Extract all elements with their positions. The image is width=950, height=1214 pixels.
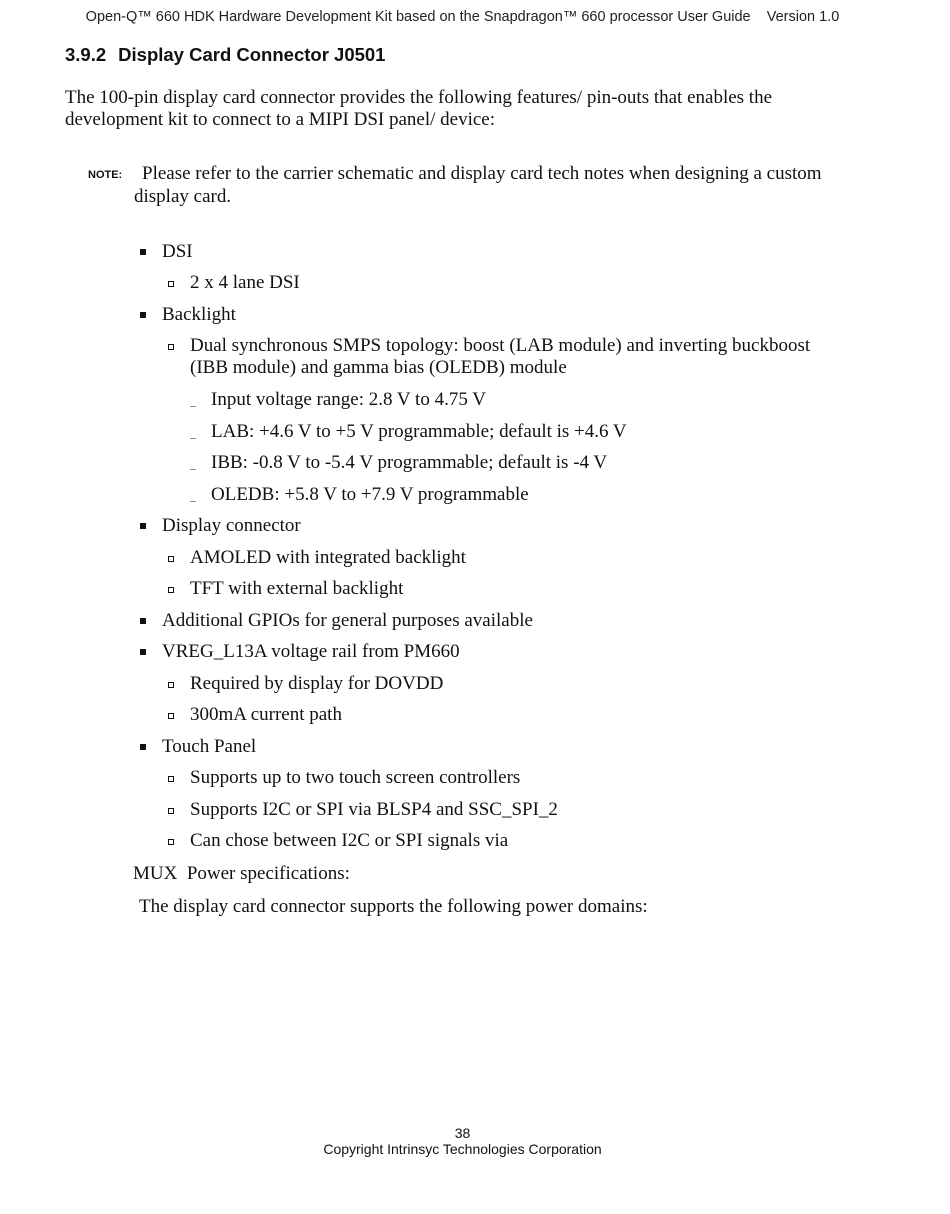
bullet-square-icon bbox=[140, 312, 146, 318]
list-item bbox=[162, 304, 236, 326]
list-item bbox=[190, 704, 342, 726]
list-item-label: Supports I2C or SPI via BLSP4 and SSC_SPI_2 bbox=[190, 799, 558, 820]
list-item bbox=[190, 335, 810, 379]
intro-line-2: development kit to connect to a MIPI DSI panel/ device: bbox=[65, 109, 496, 130]
list-item bbox=[190, 830, 508, 852]
list-item bbox=[190, 767, 520, 789]
list-item bbox=[190, 799, 558, 821]
list-item bbox=[190, 547, 466, 569]
bullet-hollow-square-icon bbox=[168, 587, 174, 593]
section-title: Display Card Connector J0501 bbox=[118, 44, 386, 65]
note-line-1: Please refer to the carrier schematic and display card tech notes when designing a custom bbox=[142, 163, 822, 184]
list-item-label: IBB: -0.8 V to -5.4 V programmable; default is -4 V bbox=[211, 452, 608, 473]
note-block bbox=[88, 163, 828, 208]
list-item bbox=[190, 421, 627, 444]
bullet-square-icon bbox=[140, 249, 146, 255]
bullet-hollow-square-icon bbox=[168, 344, 174, 350]
bullet-dash-icon: – bbox=[190, 430, 196, 444]
bullet-dash-icon: – bbox=[190, 398, 196, 412]
power-domains-line: The display card connector supports the following power domains: bbox=[139, 896, 648, 917]
list-item-label: Can chose between I2C or SPI signals via bbox=[190, 830, 509, 851]
list-item bbox=[190, 272, 300, 294]
bullet-hollow-square-icon bbox=[168, 776, 174, 782]
page-header bbox=[0, 9, 925, 25]
list-item bbox=[190, 484, 529, 507]
list-item bbox=[162, 241, 193, 263]
footer-copyright: Copyright Intrinsyc Technologies Corporation bbox=[323, 1141, 602, 1157]
list-item-label: Supports up to two touch screen controllers bbox=[190, 767, 521, 788]
bullet-hollow-square-icon bbox=[168, 839, 174, 845]
bullet-square-icon bbox=[140, 618, 146, 624]
bullet-hollow-square-icon bbox=[168, 682, 174, 688]
header-version: Version 1.0 bbox=[766, 9, 840, 25]
list-item bbox=[190, 673, 443, 695]
list-item-label: Backlight bbox=[162, 304, 236, 325]
intro-paragraph bbox=[65, 87, 825, 131]
list-item bbox=[190, 452, 608, 475]
list-item-label: 2 x 4 lane DSI bbox=[190, 272, 300, 293]
note-label: NOTE: bbox=[88, 169, 123, 181]
bullet-hollow-square-icon bbox=[168, 556, 174, 562]
note-line-2: display card. bbox=[134, 186, 232, 207]
list-item bbox=[162, 641, 460, 663]
list-item bbox=[162, 515, 301, 537]
mux-power-line: MUX Power specifications: bbox=[133, 863, 350, 884]
intro-line-1: The 100-pin display card connector provides the following features/ pin-outs that enables the bbox=[65, 87, 773, 108]
list-item-label: Input voltage range: 2.8 V to 4.75 V bbox=[211, 389, 486, 410]
list-item bbox=[190, 578, 403, 600]
list-item-label: OLEDB: +5.8 V to +7.9 V programmable bbox=[211, 484, 529, 505]
bullet-hollow-square-icon bbox=[168, 713, 174, 719]
list-item-label: TFT with external backlight bbox=[190, 578, 404, 599]
bullet-square-icon bbox=[140, 523, 146, 529]
list-item-label: Display connector bbox=[162, 515, 301, 536]
list-item bbox=[162, 736, 256, 758]
bullet-square-icon bbox=[140, 649, 146, 655]
bullet-dash-icon: – bbox=[190, 493, 196, 507]
list-item-label: DSI bbox=[162, 241, 193, 262]
list-item-label: VREG_L13A voltage rail from PM660 bbox=[162, 641, 460, 662]
list-item-label: Touch Panel bbox=[162, 736, 257, 757]
list-item-label: Additional GPIOs for general purposes available bbox=[162, 610, 533, 631]
list-item-label-continued: (IBB module) and gamma bias (OLEDB) module bbox=[190, 357, 567, 378]
section-number: 3.9.2 bbox=[65, 44, 107, 65]
page-number: 38 bbox=[454, 1125, 471, 1141]
header-title: Open-Q™ 660 HDK Hardware Development Kit based on the Snapdragon™ 660 processor User Guide bbox=[85, 9, 751, 25]
bullet-hollow-square-icon bbox=[168, 808, 174, 814]
list-item-label: Dual synchronous SMPS topology: boost (LAB module) and inverting buckboost bbox=[190, 335, 811, 356]
bullet-square-icon bbox=[140, 744, 146, 750]
list-item-label: LAB: +4.6 V to +5 V programmable; default is +4.6 V bbox=[211, 421, 627, 442]
bullet-dash-icon: – bbox=[190, 461, 196, 475]
list-item bbox=[190, 389, 486, 412]
list-item bbox=[162, 610, 533, 632]
list-item-label: AMOLED with integrated backlight bbox=[190, 547, 466, 568]
section-heading bbox=[65, 44, 385, 66]
bullet-hollow-square-icon bbox=[168, 281, 174, 287]
list-item-label: Required by display for DOVDD bbox=[190, 673, 444, 694]
list-item-label: 300mA current path bbox=[190, 704, 342, 725]
